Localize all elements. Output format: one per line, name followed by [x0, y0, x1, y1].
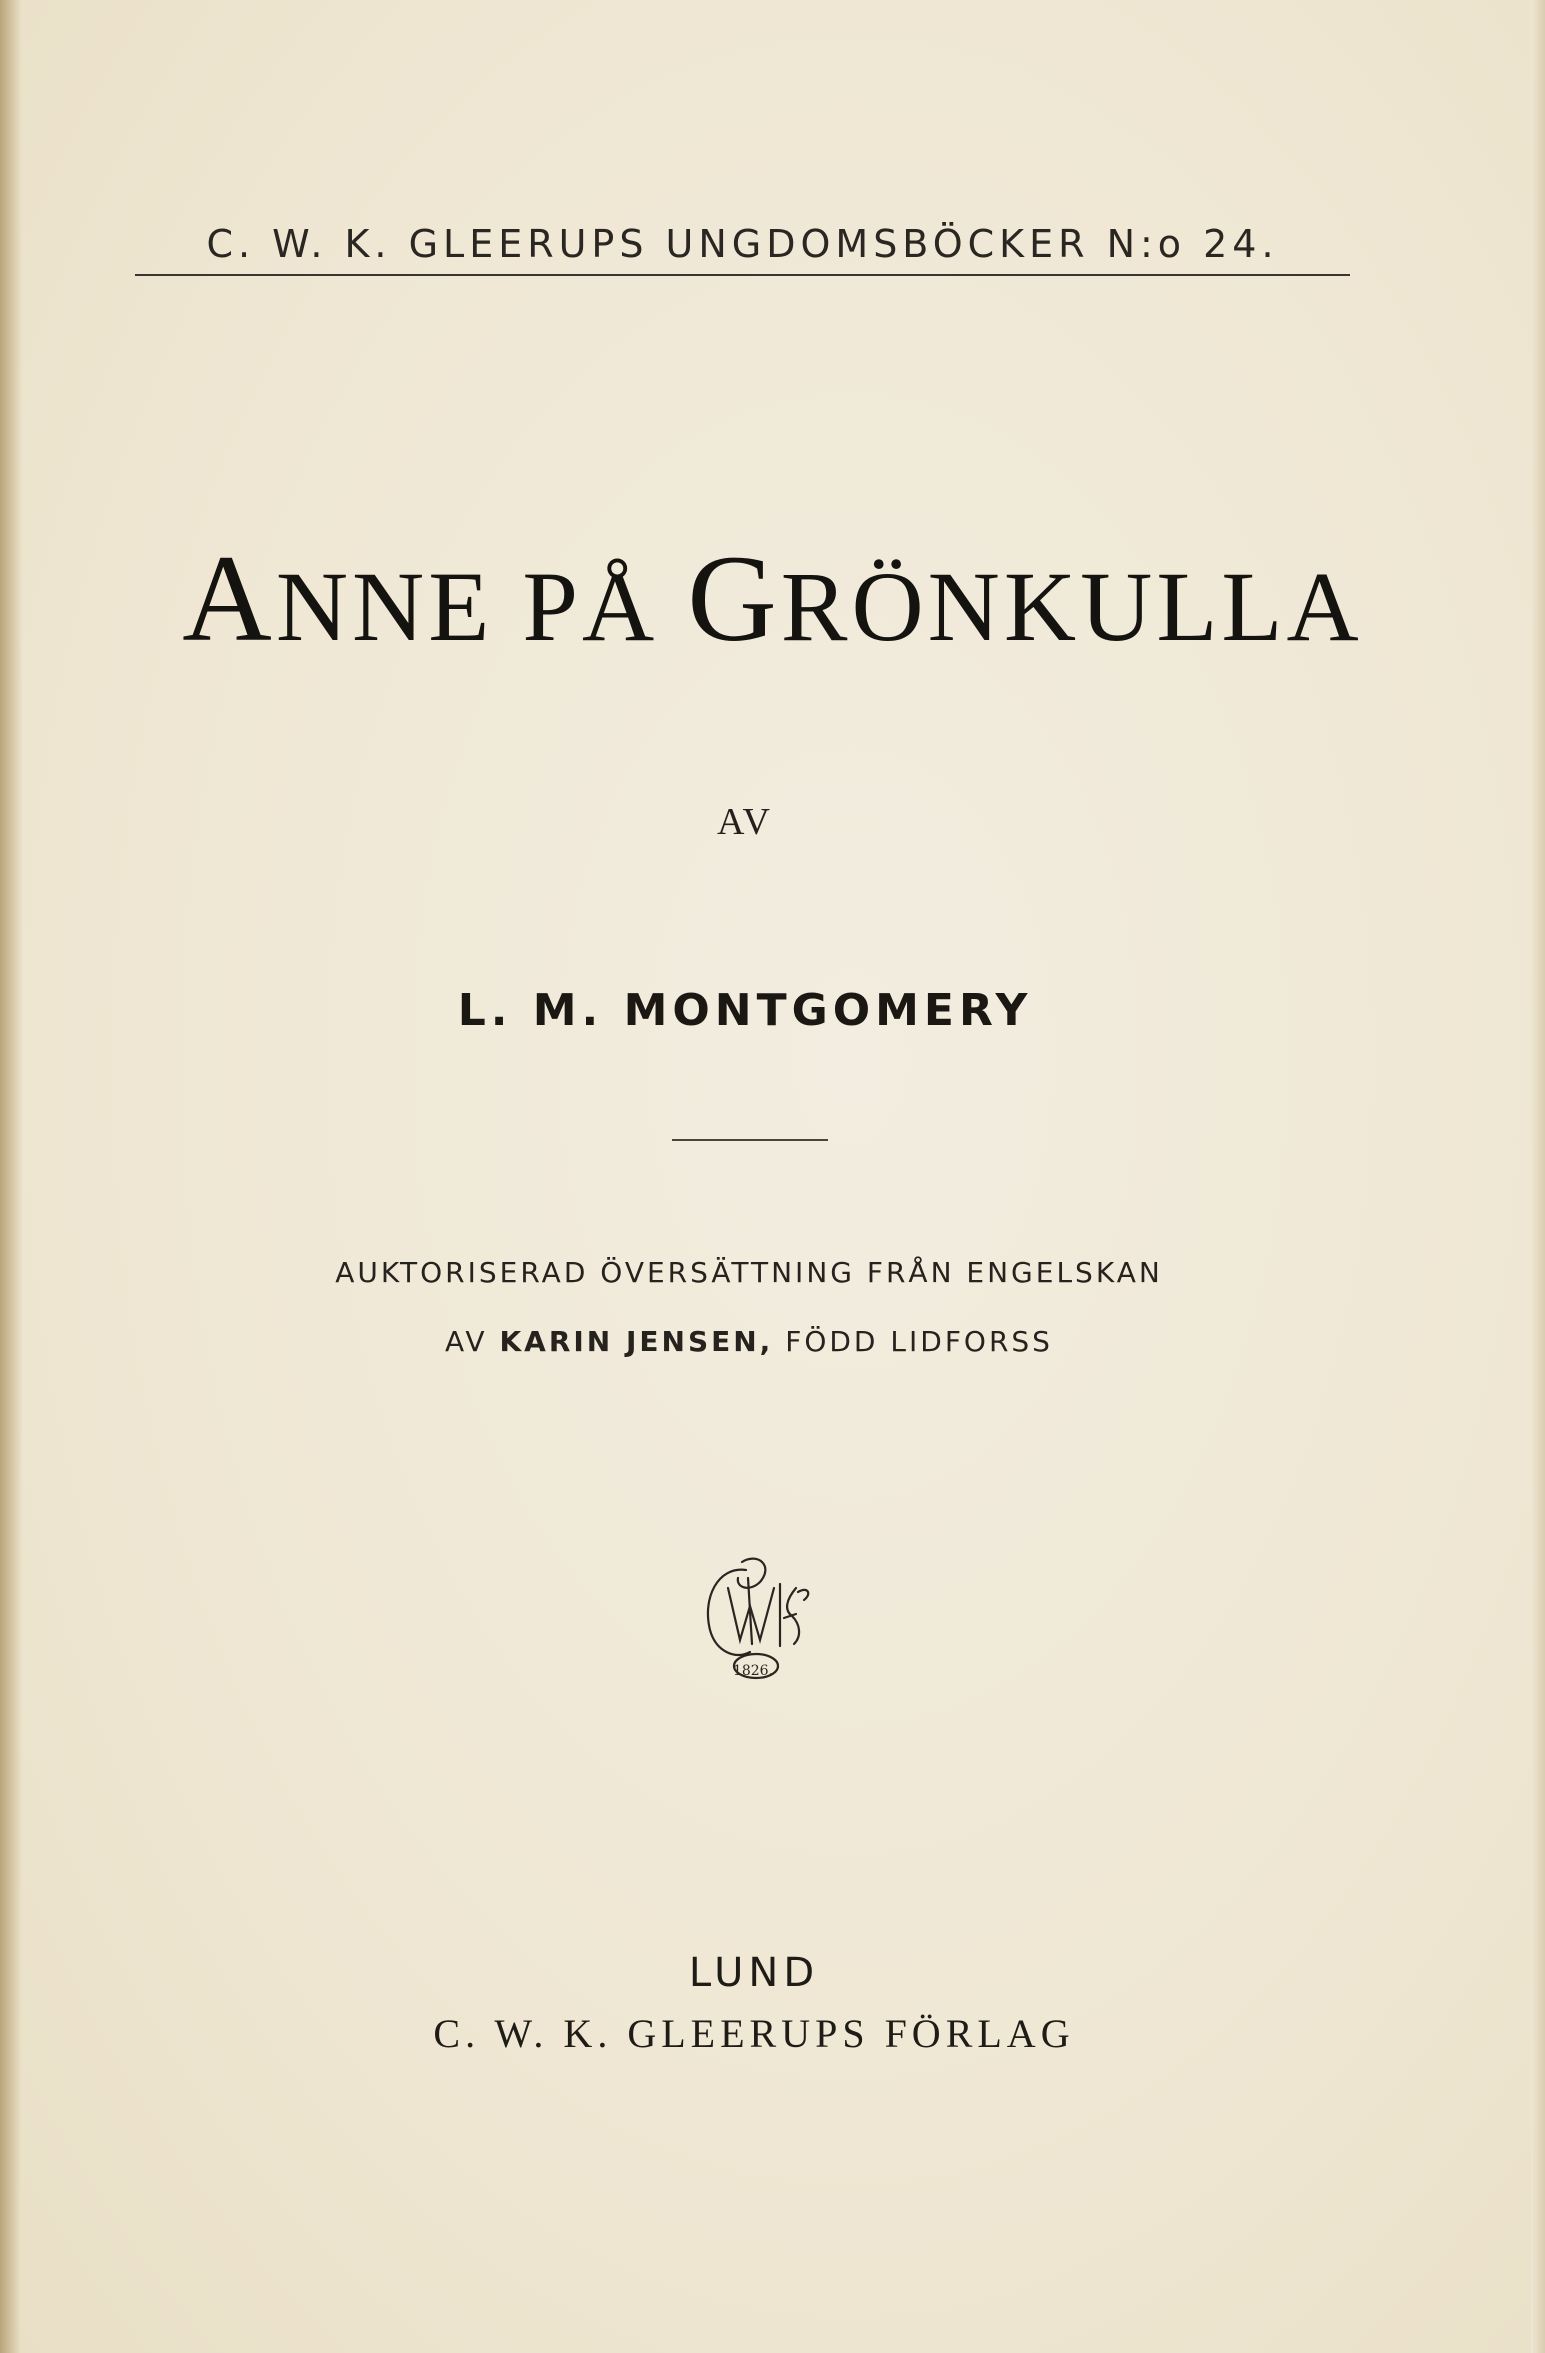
book-title: [100, 528, 1445, 670]
translation-note: AUKTORISERAD ÖVERSÄTTNING FRÅN ENGELSKAN: [335, 1256, 1163, 1289]
author-name: L. M. MONTGOMERY: [457, 985, 1033, 1036]
publication-place: LUND: [688, 1950, 820, 1996]
divider-rule: [672, 1139, 828, 1141]
translator-line: [0, 1325, 1498, 1358]
byline-av: AV: [717, 801, 773, 843]
title-cap-a: A: [182, 530, 276, 667]
title-cap-g: G: [687, 530, 781, 667]
publisher-name: C. W. K. GLEERUPS FÖRLAG: [433, 2011, 1075, 2056]
monogram-year-label: [716, 1658, 790, 1682]
series-line: C. W. K. GLEERUPS UNGDOMSBÖCKER N:o 24.: [206, 222, 1279, 266]
title-part-2: RÖNKULLA: [780, 551, 1363, 662]
translator-suffix: FÖDD LIDFORSS: [773, 1325, 1053, 1358]
binding-edge: [0, 0, 22, 2353]
title-part-1: NNE PÅ: [275, 551, 688, 662]
translator-prefix: AV: [445, 1325, 500, 1358]
series-rule: [135, 274, 1350, 276]
translator-name: KARIN JENSEN,: [499, 1325, 774, 1358]
monogram-year: 1826.: [732, 1663, 774, 1679]
page-edge: [1531, 0, 1545, 2353]
